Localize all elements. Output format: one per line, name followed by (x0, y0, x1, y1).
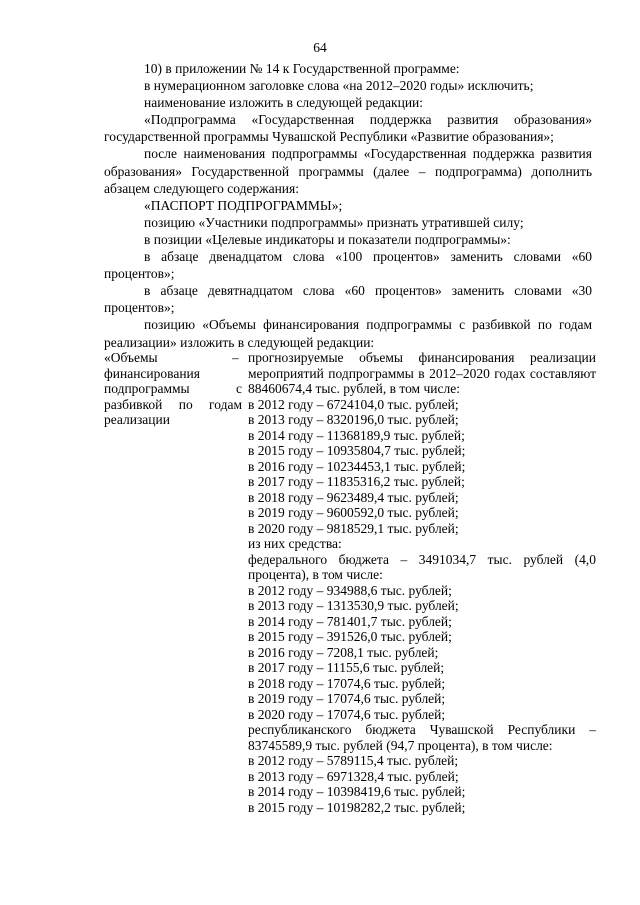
page-number: 64 (313, 40, 327, 55)
content-line: в 2015 году – 10935804,7 тыс. рублей; (248, 443, 466, 458)
content-line: в 2012 году – 934988,6 тыс. рублей; (248, 582, 452, 598)
content-line: в 2017 году – 11835316,2 тыс. рублей; (248, 474, 465, 489)
amendment-text (104, 60, 592, 351)
position-content (248, 350, 596, 815)
content-line: в 2018 году – 17074,6 тыс. рублей; (248, 675, 446, 691)
content-line: в 2014 году – 10398419,6 тыс. рублей; (248, 784, 466, 799)
position-name: «Объемы финансирования подпрограммы с разбивкой по годам реализации (104, 350, 242, 427)
content-line: федерального бюджета – 3491034,7 тыс. рублей (4,0 процента), в том числе: (248, 551, 596, 582)
content-line: в 2016 году – 10234453,1 тыс. рублей; (248, 458, 466, 474)
content-line: в 2012 году – 5789115,4 тыс. рублей; (248, 753, 459, 768)
content-line: в 2016 году – 7208,1 тыс. рублей; (248, 644, 439, 660)
paragraph: в нумерационном заголовке слова «на 2012–2020 годы» исключить; (144, 78, 534, 94)
paragraph: в абзаце двенадцатом слова «100 процентов» заменить словами «60 процентов»; (104, 249, 592, 282)
dash-separator: – (232, 350, 239, 365)
content-line: в 2012 году – 6724104,0 тыс. рублей; (248, 396, 459, 412)
paragraph: 10) в приложении № 14 к Государственной программе: (144, 61, 460, 76)
content-line: в 2017 году – 11155,6 тыс. рублей; (248, 660, 445, 675)
content-line: в 2019 году – 17074,6 тыс. рублей; (248, 691, 446, 706)
content-line: республиканского бюджета Чувашской Республики – 83745589,9 тыс. рублей (94,7 процента), в том числе: (248, 722, 596, 753)
content-line: в 2013 году – 8320196,0 тыс. рублей; (248, 412, 459, 427)
paragraph: «ПАСПОРТ ПОДПРОГРАММЫ»; (144, 197, 343, 213)
content-line: прогнозируемые объемы финансирования реализации мероприятий подпрограммы в 2012–2020 годах составляют 88460674,4 тыс. рублей, в том числе: (248, 350, 596, 396)
content-line: в 2013 году – 6971328,4 тыс. рублей; (248, 768, 459, 784)
content-line: в 2013 году – 1313530,9 тыс. рублей; (248, 598, 459, 613)
content-line: в 2020 году – 17074,6 тыс. рублей; (248, 706, 446, 722)
paragraph: после наименования подпрограммы «Государственная поддержка развития образования» Государственной программы (далее – подпрограмма) дополнить абзацем следующего содержания: (104, 146, 592, 196)
content-line: в 2014 году – 781401,7 тыс. рублей; (248, 613, 452, 629)
paragraph: в позиции «Целевые индикаторы и показатели подпрограммы»: (144, 231, 511, 247)
content-line: в 2019 году – 9600592,0 тыс. рублей; (248, 505, 459, 520)
content-line: в 2015 году – 391526,0 тыс. рублей; (248, 629, 452, 644)
content-line: в 2018 году – 9623489,4 тыс. рублей; (248, 489, 459, 505)
paragraph: в абзаце девятнадцатом слова «60 процентов» заменить словами «30 процентов»; (104, 283, 592, 316)
paragraph: позицию «Участники подпрограммы» признать утратившей силу; (144, 214, 524, 230)
content-line: в 2015 году – 10198282,2 тыс. рублей; (248, 799, 466, 815)
paragraph: «Подпрограмма «Государственная поддержка развития образования» государственной программы Чувашской Республики «Развитие образования»; (104, 112, 592, 145)
content-line: в 2020 году – 9818529,1 тыс. рублей; (248, 520, 459, 536)
paragraph: наименование изложить в следующей редакции: (144, 95, 424, 111)
content-line: в 2014 году – 11368189,9 тыс. рублей; (248, 427, 465, 443)
paragraph: позицию «Объемы финансирования подпрограммы с разбивкой по годам реализации» изложить в следующей редакции: (104, 317, 592, 350)
content-line: из них средства: (248, 536, 342, 551)
